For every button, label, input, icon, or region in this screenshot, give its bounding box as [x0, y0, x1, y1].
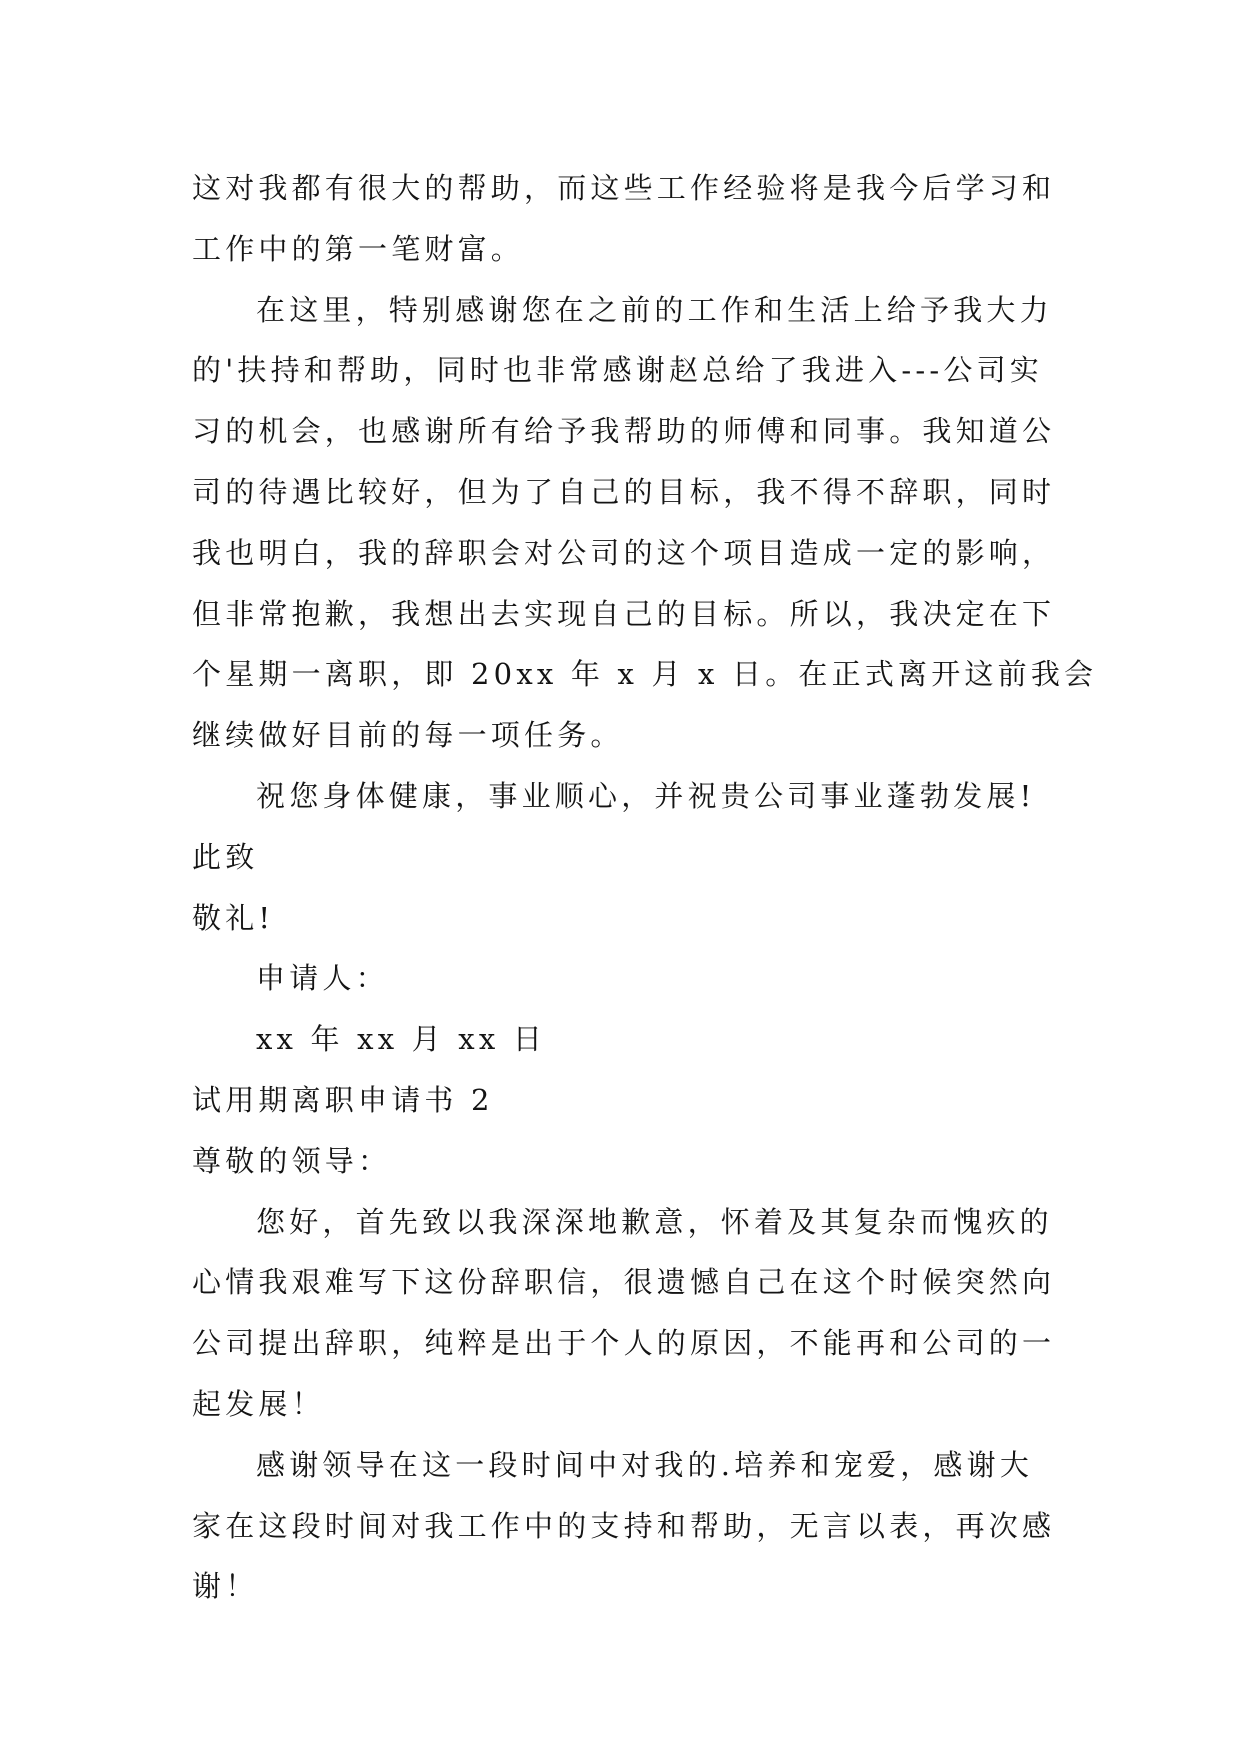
text-line: 此致 [192, 839, 259, 874]
text-line: 工作中的第一笔财富。 [192, 231, 525, 266]
text-line: xx 年 xx 月 xx 日 [256, 1022, 547, 1057]
text-line: 试用期离职申请书 2 [192, 1082, 494, 1117]
text-line: 谢！ [192, 1569, 259, 1604]
text-line: 继续做好目前的每一项任务。 [192, 718, 624, 753]
text-line: 但非常抱歉，我想出去实现自己的目标。所以，我决定在下 [192, 596, 1056, 631]
text-line: 的'扶持和帮助，同时也非常感谢赵总给了我进入---公司实 [192, 353, 1043, 388]
text-line: 心情我艰难写下这份辞职信，很遗憾自己在这个时候突然向 [192, 1265, 1056, 1300]
text-line: 尊敬的领导： [192, 1143, 392, 1178]
text-line: 敬礼! [192, 900, 275, 935]
text-line: 在这里，特别感谢您在之前的工作和生活上给予我大力 [256, 292, 1053, 327]
text-line: 感谢领导在这一段时间中对我的.培养和宠爱，感谢大 [256, 1447, 1034, 1482]
text-line: 家在这段时间对我工作中的支持和帮助，无言以表，再次感 [192, 1508, 1056, 1543]
text-line: 我也明白，我的辞职会对公司的这个项目造成一定的影响， [192, 535, 1056, 570]
text-line: 公司提出辞职，纯粹是出于个人的原因，不能再和公司的一 [192, 1326, 1056, 1361]
text-line: 申请人： [256, 961, 389, 996]
text-line: 这对我都有很大的帮助，而这些工作经验将是我今后学习和 [192, 171, 1056, 205]
text-line: 习的机会，也感谢所有给予我帮助的师傅和同事。我知道公 [192, 414, 1056, 449]
text-line: 您好，首先致以我深深地歉意，怀着及其复杂而愧疚的 [256, 1204, 1053, 1239]
text-line: 起发展！ [192, 1386, 325, 1421]
text-line: 祝您身体健康，事业顺心，并祝贵公司事业蓬勃发展! [256, 778, 1036, 813]
text-line: 个星期一离职，即 20xx 年 x 月 x 日。在正式离开这前我会 [192, 657, 1098, 692]
letter-body [192, 158, 1098, 1617]
text-line: 司的待遇比较好，但为了自己的目标，我不得不辞职，同时 [192, 474, 1056, 509]
